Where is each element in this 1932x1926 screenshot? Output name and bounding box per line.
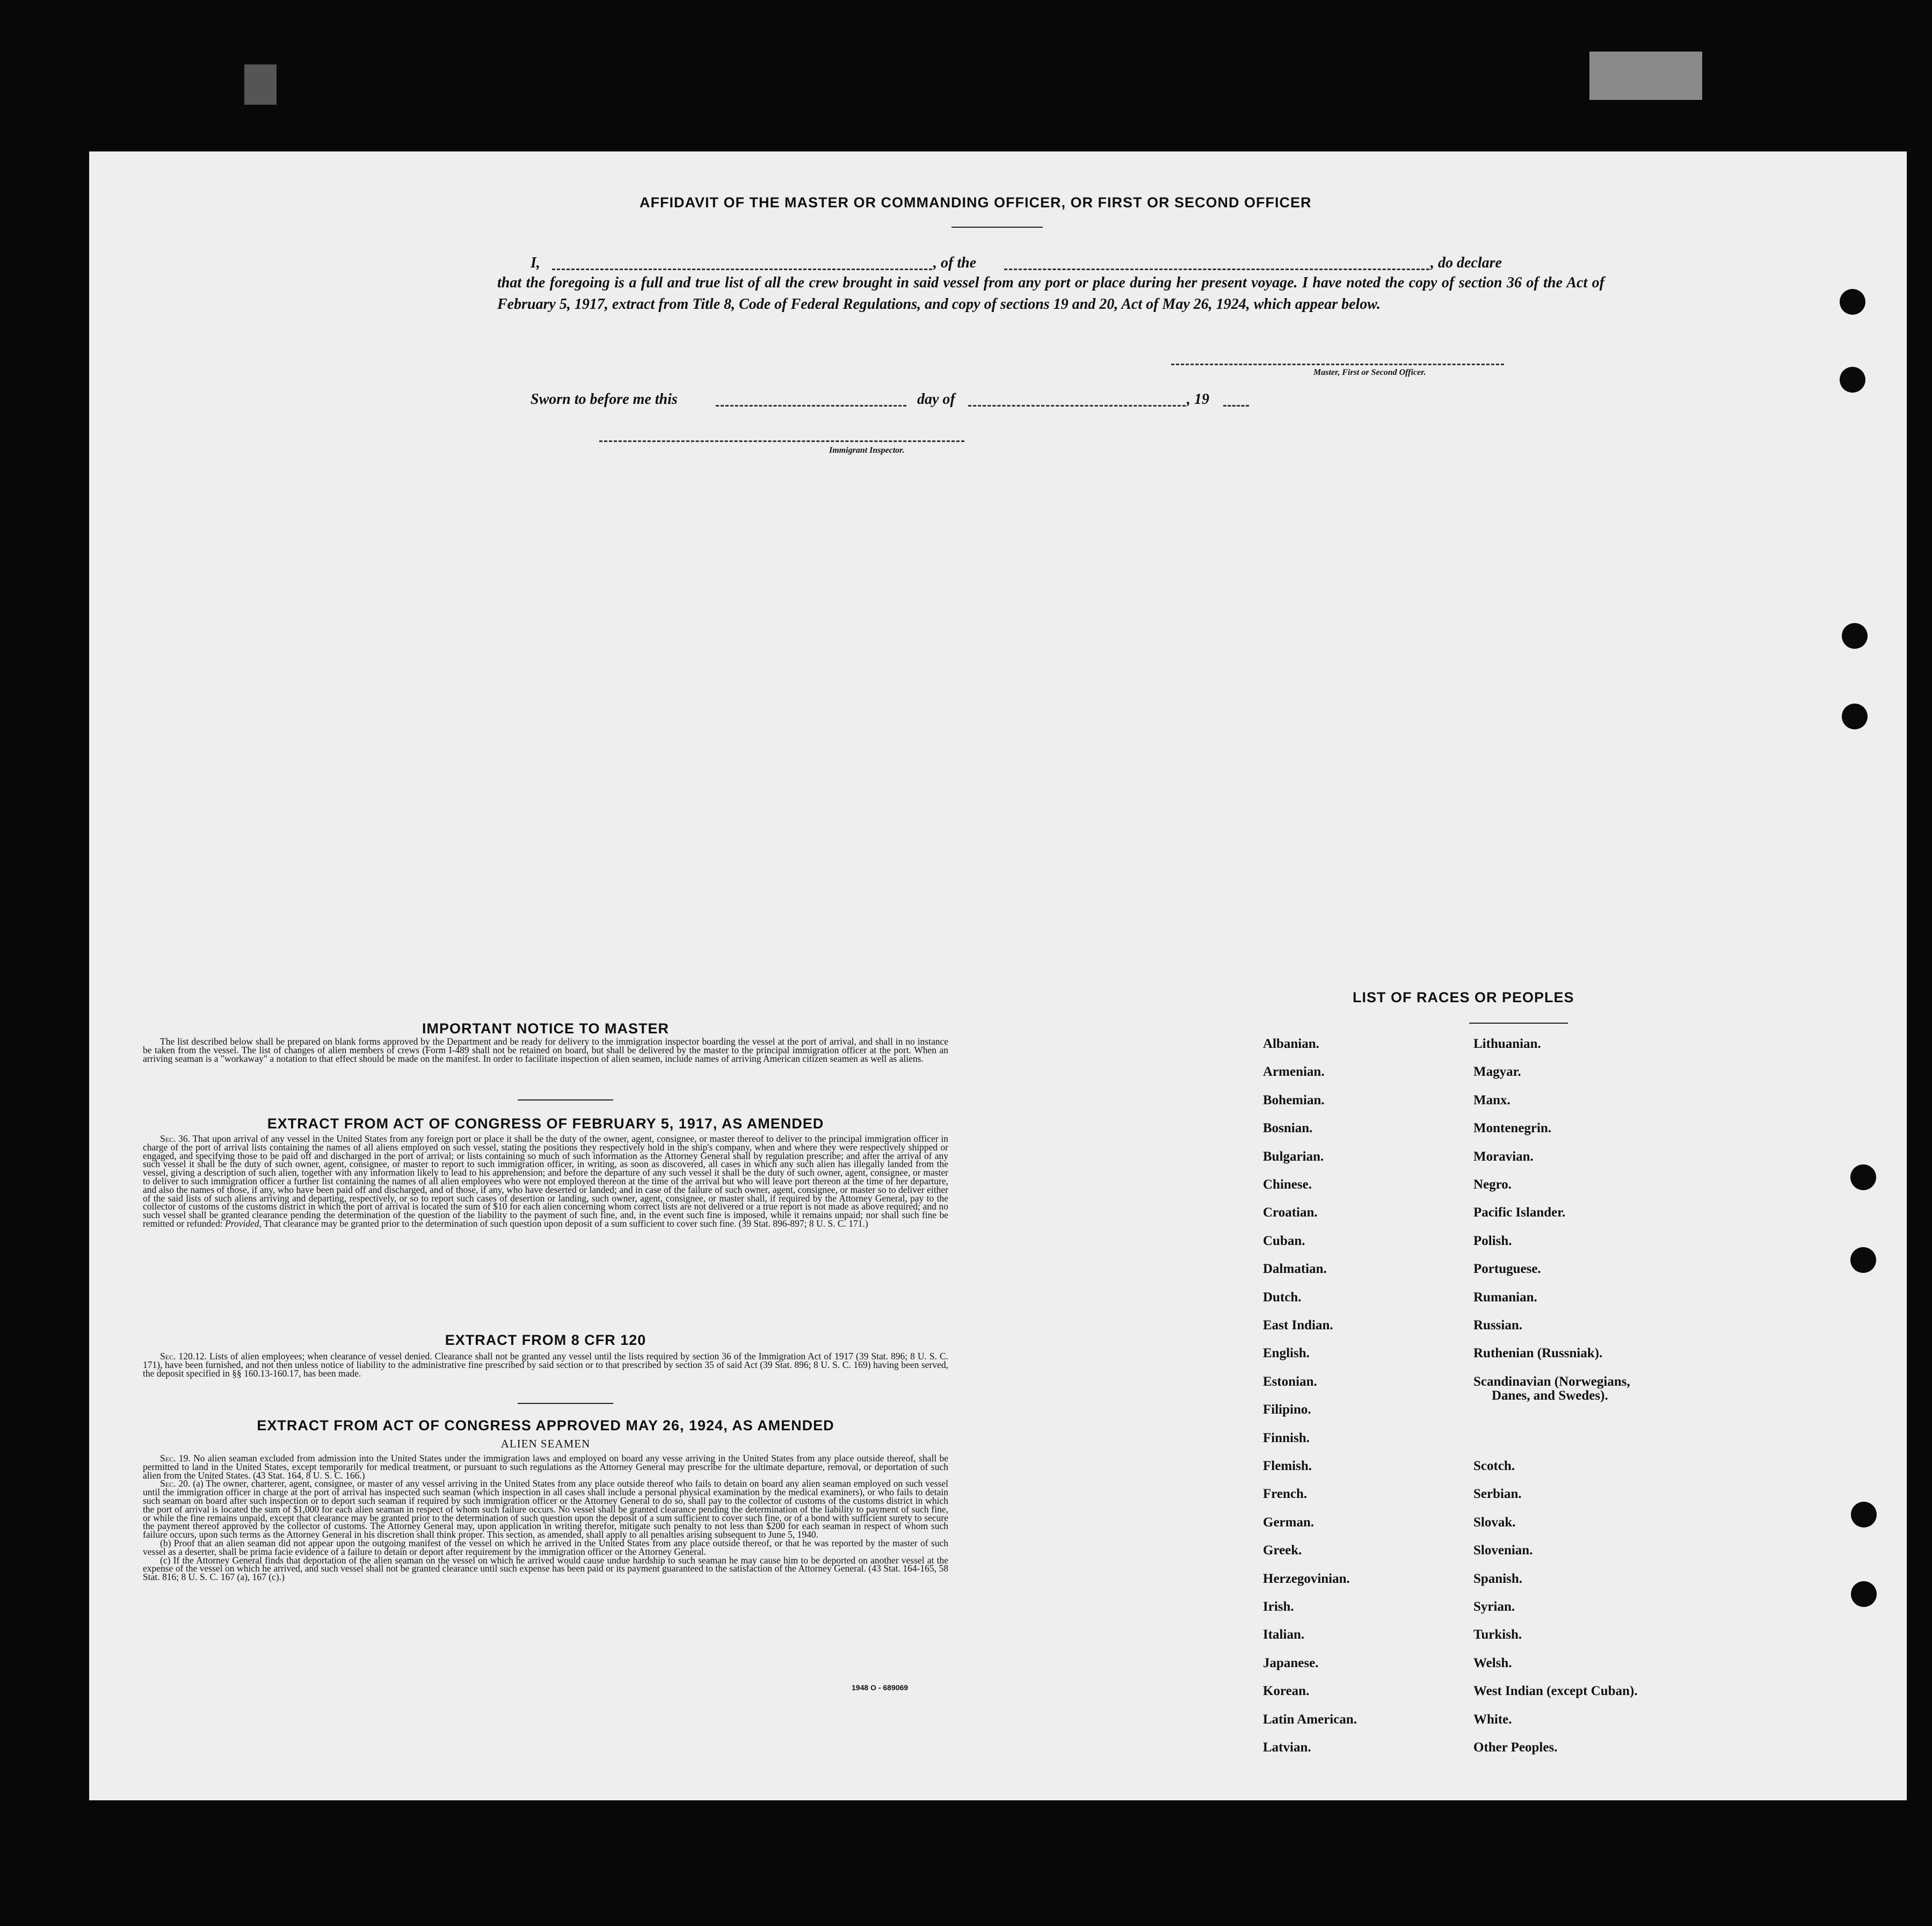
cfr-rule	[518, 1403, 613, 1404]
race-item: Chinese.	[1263, 1177, 1312, 1192]
race-item: Bulgarian.	[1263, 1149, 1324, 1164]
race-item: Herzegovinian.	[1263, 1571, 1350, 1586]
race-item: Negro.	[1473, 1177, 1512, 1192]
race-item: Slovenian.	[1473, 1543, 1533, 1558]
sec-19-text	[143, 1454, 948, 1480]
extract-cfr-body	[143, 1352, 948, 1378]
sec-120-label: Sec. 120.12.	[160, 1351, 207, 1362]
notice-rule	[518, 1099, 613, 1100]
master-signature-label: Master, First or Second Officer.	[1313, 368, 1426, 377]
extract-1917-body	[143, 1135, 948, 1228]
race-item: Slovak.	[1473, 1515, 1516, 1530]
race-item: Flemish.	[1263, 1459, 1312, 1473]
race-item: Dutch.	[1263, 1290, 1302, 1305]
extract-1924-body	[143, 1454, 948, 1582]
i-label: I,	[531, 255, 540, 271]
race-item: Portuguese.	[1473, 1262, 1541, 1277]
print-code: 1948 O - 689069	[852, 1683, 909, 1692]
race-item: English.	[1263, 1346, 1310, 1361]
punch-hole	[1850, 1247, 1876, 1273]
race-item: Danes, and Swedes).	[1492, 1388, 1608, 1403]
race-item: German.	[1263, 1515, 1314, 1530]
race-item: Greek.	[1263, 1543, 1302, 1558]
master-signature-line[interactable]	[1171, 364, 1504, 365]
notice-text: The list described below shall be prepared on blank forms approved by the Department and be ready for delivery to the immigration inspector boarding the vessel at the port of arrival, and shall in no instance be taken from the vessel. The list of changes of alien members of crews (Form I-489 shall not be retained on board, but shall be delivered by the master to the principal immigration officer at the port. When an arriving seaman is a "workaway" a notation to that effect should be made on the manifest. In order to facilitate inspection of alien seamen, include names of arriving American citizen seamen as well as aliens.	[143, 1036, 948, 1064]
race-item: White.	[1473, 1712, 1512, 1727]
race-item: Scotch.	[1473, 1459, 1515, 1473]
race-item: Other Peoples.	[1473, 1740, 1558, 1755]
sworn-label: Sworn to before me this	[531, 391, 678, 408]
punch-hole	[1842, 623, 1868, 649]
race-item: Latin American.	[1263, 1712, 1357, 1727]
sec-36-body-end: That clearance may be granted prior to the determination of such question upon deposit of a sum sufficient to cover such fine. (39 Stat. 896-897; 8 U. S. C. 171.)	[264, 1218, 868, 1229]
race-item: Pacific Islander.	[1473, 1205, 1566, 1220]
of-the-label: , of the	[933, 255, 977, 271]
day-of-label: day of	[917, 391, 955, 408]
scan-edge-top-left	[244, 64, 277, 105]
year-label: , 19	[1187, 391, 1209, 408]
sec-20-b-text: (b) Proof that an alien seaman did not appear upon the outgoing manifest of the vessel on which he arrived in the United States from any place outside thereof, or that he was reported by the master of such vessel as a deserter, shall be prima facie evidence of a failure to detain or deport after requirement by the immigration officer or the Attorney General.	[143, 1537, 948, 1557]
punch-hole	[1851, 1581, 1877, 1607]
race-item: Korean.	[1263, 1684, 1310, 1699]
race-item: East Indian.	[1263, 1318, 1333, 1333]
race-item: Ruthenian (Russniak).	[1473, 1346, 1603, 1361]
race-item: Moravian.	[1473, 1149, 1534, 1164]
race-item: Syrian.	[1473, 1599, 1515, 1614]
affidavit-body: that the foregoing is a full and true list of all the crew brought in said vessel from any port or place during her present voyage. I have noted the copy of section 36 of the Act of February 5, 1917, extract from Title 8, Code of Federal Regulations, and copy of sections 19 and 20, Act of May 26, 1924, which appear below.	[497, 274, 1604, 313]
extract-1924-title: EXTRACT FROM ACT OF CONGRESS APPROVED MAY 26, 1924, AS AMENDED	[257, 1417, 834, 1433]
affidavit-title: AFFIDAVIT OF THE MASTER OR COMMANDING OFFICER, OR FIRST OR SECOND OFFICER	[640, 194, 1312, 211]
inspector-signature-line[interactable]	[599, 440, 964, 442]
race-item: French.	[1263, 1487, 1308, 1502]
race-item: Bohemian.	[1263, 1092, 1325, 1107]
punch-hole	[1840, 367, 1865, 393]
affidavit-line1	[531, 252, 1604, 274]
punch-hole	[1850, 1164, 1876, 1190]
race-item: Armenian.	[1263, 1065, 1325, 1080]
scan-edge-top-right	[1589, 52, 1702, 100]
sec-36-body: That upon arrival of any vessel in the United States from any foreign port or place it shall be the duty of the owner, agent, consignee, or master thereof to deliver to the principal immigration officer in charge of the port of arrival lists containing the names of all aliens employed on such vessel, stating the positions they respectively hold in the ship's company, when and where they were respectively shipped or engaged, and specifying those to be paid off and discharged in the port of arrival; or lists containing so much of such information as the Attorney General shall by regulation prescribe; and after the arrival of any such vessel it shall be the duty of such owner, agent, consignee, or master to report to such immigration officer, in writing, as soon as discovered, all cases in which any such alien has illegally landed from the vessel, giving a description of such alien, together with any information likely to lead to his apprehension; and before the departure of any such vessel it shall be the duty of such owner, agent, consignee, or master to deliver to such immigration officer a further list containing the names of all alien employees who were not employed thereon at the time of the arrival but who will leave port thereon at the time of her departure, and also the names of those, if any, who have been paid off and discharged, and of those, if any, who have deserted or landed; and in case of the failure of such owner, agent, consignee, or master so to deliver either of the said lists of such aliens arriving and departing, respectively, or so to report such cases of desertion or landing, such owner, agent, consignee, or master shall, if required by the Attorney General, pay to the collector of customs of the customs district in which the port of arrival is located the sum of $10 for each alien concerning whom correct lists are not delivered or a true report is not made as above required; and no such vessel shall be granted clearance pending the determination of the question of the liability to the payment of such fine, and, in the event such fine is imposed, while it remains unpaid; nor shall such fine be remitted or refunded:	[143, 1133, 948, 1229]
race-item: Bosnian.	[1263, 1121, 1313, 1136]
race-item: Spanish.	[1473, 1571, 1523, 1586]
sec-120-text	[143, 1352, 948, 1378]
alien-seamen-subtitle: ALIEN SEAMEN	[500, 1437, 591, 1450]
race-item: Estonian.	[1263, 1374, 1317, 1389]
sec-20-label: Sec. 20.	[160, 1478, 191, 1489]
sworn-month-field[interactable]	[968, 405, 1186, 407]
form-page	[89, 151, 1907, 1800]
race-item: Magyar.	[1473, 1065, 1521, 1080]
race-item: Japanese.	[1263, 1655, 1319, 1670]
race-item: Serbian.	[1473, 1487, 1522, 1502]
sec-19-body: No alien seaman excluded from admission into the United States under the immigration laws and employed on board any vesse arriving in the United States from any place outside thereof, shall be permitted to land in the United States, except temporarily for medical treatment, or pursuant to such regulations as the Attorney General may prescribe for the ultimate departure, removal, or deportation of such alien from the United States. (43 Stat. 164, 8 U. S. C. 166.)	[143, 1453, 949, 1481]
race-item: Irish.	[1263, 1599, 1294, 1614]
punch-hole	[1840, 289, 1865, 315]
sec-20-c-text: (c) If the Attorney General finds that deportation of the alien seaman on the vessel on which he arrived would cause undue hardship to such seaman he may cause him to be deported on another vessel at the expense of the vessel on which he arrived, and such vessel shall not be granted clearance until such expense has been paid or its payment guaranteed to the satisfaction of the Attorney General. (43 Stat. 164-165, 58 Stat. 816; 8 U. S. C. 167 (a), 167 (c).)	[143, 1554, 948, 1583]
race-item: Welsh.	[1473, 1655, 1512, 1670]
race-item: Latvian.	[1263, 1740, 1311, 1755]
sworn-day-field[interactable]	[716, 405, 906, 407]
race-item: Dalmatian.	[1263, 1262, 1327, 1277]
race-item: Croatian.	[1263, 1205, 1318, 1220]
sworn-year-field[interactable]	[1223, 405, 1249, 407]
affidavit-title-rule	[952, 227, 1043, 228]
race-item: Montenegrin.	[1473, 1121, 1552, 1136]
sec-20-body: (a) The owner, charterer, agent, consignee, or master of any vessel arriving in the United States from any place outside thereof who fails to detain on board any alien seaman employed on such vessel until the immigration officer in charge at the port of arrival has inspected such seaman (which inspection in all cases shall include a personal physical examination by the medical examiners), or who fails to detain such seaman on board after such inspection or to deport such seaman if required by such immigration officer or the Attorney General to do so, shall pay to the collector of customs of the customs district in which the port of arrival is located the sum of $1,000 for each alien seaman in respect of whom such failure occurs. No vessel shall be granted clearance pending the determination of the liability to payment of such fine, or while the fine remains unpaid, except that clearance may be granted prior to the determination of such question upon the deposit of a sum sufficient to cover such fine, or of a bond with sufficient surety to secure the payment thereof approved by the collector of customs. The Attorney General may, upon application in writing therefor, mitigate such penalty to not less than $200 for each seaman in respect of whom such failure occurs, upon such terms as the Attorney General in his discretion shall think proper. This section, as amended, shall apply to all penalties arising subsequent to June 5, 1940.	[143, 1478, 949, 1540]
sec-120-body: Lists of alien employees; when clearance of vessel denied. Clearance shall not be granted any vessel until the lists required by section 36 of the Immigration Act of 1917 (39 Stat. 896; 8 U. S. C. 171), have been furnished, and not then unless notice of liability to the administrative fine prescribed by said section or to that prescribed by section 35 of said Act (39 Stat. 896; 8 U. S. C. 169) having been served, the deposit specified in §§ 160.13-160.17, has been made.	[143, 1351, 949, 1379]
punch-hole	[1851, 1502, 1877, 1527]
race-item: Lithuanian.	[1473, 1037, 1541, 1051]
race-item: Rumanian.	[1473, 1290, 1537, 1305]
proviso-label: Provided,	[225, 1218, 262, 1229]
do-declare-label: , do declare	[1430, 255, 1502, 271]
punch-hole	[1842, 704, 1868, 729]
race-item: Finnish.	[1263, 1430, 1310, 1445]
races-title-rule	[1469, 1023, 1568, 1024]
sec-36-label: Sec. 36.	[160, 1133, 191, 1144]
race-item: West Indian (except Cuban).	[1473, 1684, 1638, 1699]
race-item: Russian.	[1473, 1318, 1523, 1333]
race-item: Albanian.	[1263, 1037, 1319, 1051]
notice-title: IMPORTANT NOTICE TO MASTER	[422, 1020, 669, 1037]
race-item: Cuban.	[1263, 1233, 1305, 1248]
sworn-line	[531, 389, 1336, 410]
notice-body	[143, 1038, 948, 1063]
vessel-name-field[interactable]	[1004, 269, 1429, 270]
race-item: Manx.	[1473, 1092, 1510, 1107]
inspector-label: Immigrant Inspector.	[829, 446, 905, 455]
races-title: LIST OF RACES OR PEOPLES	[1353, 989, 1574, 1005]
race-item: Italian.	[1263, 1627, 1305, 1642]
sec-20-text	[143, 1480, 948, 1539]
master-name-field[interactable]	[552, 269, 932, 270]
sec-36-text	[143, 1135, 948, 1228]
race-item: Polish.	[1473, 1233, 1512, 1248]
race-item: Scandinavian (Norwegians,	[1473, 1374, 1630, 1389]
extract-1917-title: EXTRACT FROM ACT OF CONGRESS OF FEBRUARY 5, 1917, AS AMENDED	[267, 1116, 824, 1132]
extract-cfr-title: EXTRACT FROM 8 CFR 120	[445, 1332, 647, 1348]
race-item: Turkish.	[1473, 1627, 1522, 1642]
sec-19-label: Sec. 19.	[160, 1453, 191, 1464]
race-item: Filipino.	[1263, 1402, 1311, 1417]
